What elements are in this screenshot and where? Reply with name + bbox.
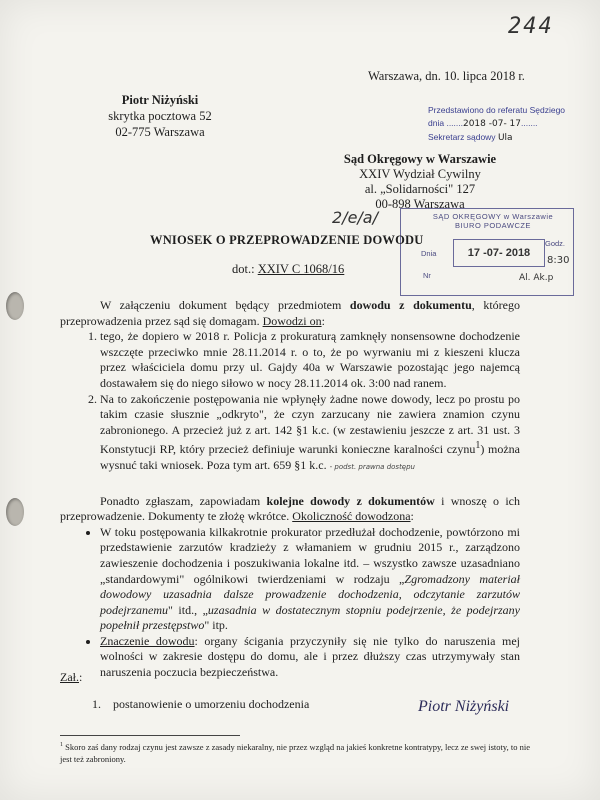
- court-city: 00-898 Warszawa: [375, 197, 465, 211]
- case-reference: [232, 262, 344, 277]
- document-body: [60, 298, 520, 681]
- case-reference-prefix: dot.:: [232, 262, 255, 276]
- proof-list: [60, 329, 520, 475]
- referral-stamp-secretary-label: Sekretarz sądowy: [428, 132, 496, 142]
- paragraph-2: Ponadto zgłaszam, zapowiadam kolejne dowody z dokumentów i wnoszę o ich przeprowadzenie. Dokumenty te złożę wkrótce. Okoliczność dowodzona:: [60, 493, 520, 524]
- page-number: 244: [508, 14, 554, 39]
- footnote-ref: 1: [475, 440, 481, 452]
- attachment-item: 1. postanowienie o umorzeniu dochodzenia: [92, 697, 310, 711]
- court-name: Sąd Okręgowy w Warszawie: [343, 152, 497, 166]
- handwritten-mark: 2/e/a/: [332, 208, 378, 227]
- footnote-divider: [60, 735, 240, 736]
- document-title: WNIOSEK O PRZEPROWADZENIE DOWODU: [150, 233, 424, 247]
- circumstance-list: [60, 525, 520, 681]
- list-item: • W toku postępowania kilkakrotnie prokurator przedłużał dochodzenie, powtórzono mi przedstawienie zarzutów kradzieży z włamaniem w grudniu 2015 r., zarządzono zawieszenie dochodzenia i poszukiwania lokalne itd. – wszystko zawsze uzasadniano „standardowymi" ogólnikowi twierdzeniami w rodzaju „Zgromadzony materiał dowodowy uzasadnia dalsze prowadzenie dochodzenia, odczytanie zarzutów podejrzanemu" itd., „uzasadnia w dostatecznym stopniu podejrzenie, że podejrzany popełnił przestępstwo" itp.: [100, 525, 520, 634]
- paragraph-1: W załączeniu dokument będący przedmiotem dowodu z dokumentu, którego przeprowadzenia przez sąd się domagam. Dowodzi on:: [60, 298, 520, 328]
- court-street: al. „Solidarności" 127: [364, 182, 476, 196]
- footnote: [60, 739, 530, 765]
- footnote-text: Skoro zaś dany rodzaj czynu jest zawsze z zasady niekaralny, nie przez wzgląd na jakieś konkretne kontratypy, lecz ze swej istoty, to nie jest też zabroniony.: [60, 741, 530, 764]
- date-line: Warszawa, dn. 10. lipca 2018 r.: [368, 69, 525, 83]
- referral-stamp-date-label: dnia: [428, 118, 445, 128]
- attachments-label: Zał.: [60, 670, 79, 684]
- sender-address-line1: skrytka pocztowa 52: [108, 109, 212, 123]
- footnote-number: 1: [60, 742, 63, 748]
- signature: Piotr Niżyński: [418, 698, 510, 715]
- court-address: [330, 152, 510, 212]
- filing-stamp-sign: Al. Ak.p: [519, 273, 554, 283]
- filing-stamp-hour: 8:30: [547, 255, 570, 266]
- filing-stamp-court: SĄD OKRĘGOWY w Warszawie: [432, 212, 554, 221]
- sender-block: [100, 92, 220, 140]
- referral-stamp-title: Przedstawiono do referatu Sędziego: [428, 105, 566, 115]
- filing-stamp-date-label: Dnia: [421, 249, 437, 258]
- referral-stamp-date: 2018 -07- 17: [462, 119, 522, 129]
- referral-stamp-secretary: Ula: [497, 133, 513, 143]
- filing-stamp: [400, 208, 574, 296]
- filing-stamp-office: BIURO PODAWCZE: [455, 221, 531, 230]
- attachments: Zał.: 1. postanowienie o umorzeniu dochodzenia: [60, 670, 310, 711]
- case-number: XXIV C 1068/16: [257, 262, 345, 276]
- referral-stamp: Przedstawiono do referatu Sędziego dnia .......2018 -07- 17....... Sekretarz sądowy Ula: [428, 104, 568, 145]
- filing-stamp-nr-label: Nr: [423, 271, 431, 280]
- sender-name: Piotr Niżyński: [121, 93, 199, 107]
- filing-stamp-date: 17 -07- 2018: [453, 239, 545, 267]
- list-item: 1. tego, że dopiero w 2018 r. Policja z prokuraturą zamknęły nonsensowne dochodzenie wszczęte przeciwko mnie 28.11.2014 r. o to, że po wyrwaniu mi z kieszeni klucza przez właściciela domu przy ul. Gajdy 40a w Warszawie pozostając jego najemcą dostawałem się do niego siłowo w nocy 28.11.2014 ok. 3:00 nad ranem.: [100, 329, 520, 391]
- court-department: XXIV Wydział Cywilny: [359, 167, 481, 181]
- filing-stamp-hour-label: Godz.: [545, 239, 566, 248]
- list-item: • Znaczenie dowodu: organy ścigania przyczyniły się nie tylko do naruszenia mej wolności w zakresie dostępu do domu, ale i przez dłuższy czas utrzymywały stan naruszenia poczucia bezpieczeństwa.: [100, 634, 520, 681]
- sender-address-line2: 02-775 Warszawa: [115, 125, 205, 139]
- list-item: 2. Na to zakończenie postępowania nie wpłynęły żadne nowe dowody, lecz po prostu po takim czasie słusznie „odkryto", że czyn zarzucany nie zawiera znamion czynu zabronionego. A przecież już z art. 142 §1 k.c. (w zestawieniu jeszcze z art. 31 ust. 3 Konstytucji RP, który przecież definiuje warunki konieczne karalności czynu$^1$) można wysnuć taki wniosek. Poza tym art. 659 §1 k.c. - podst. prawna dostępu: [100, 392, 520, 476]
- handwritten-note: - podst. prawna dostępu: [329, 462, 415, 471]
